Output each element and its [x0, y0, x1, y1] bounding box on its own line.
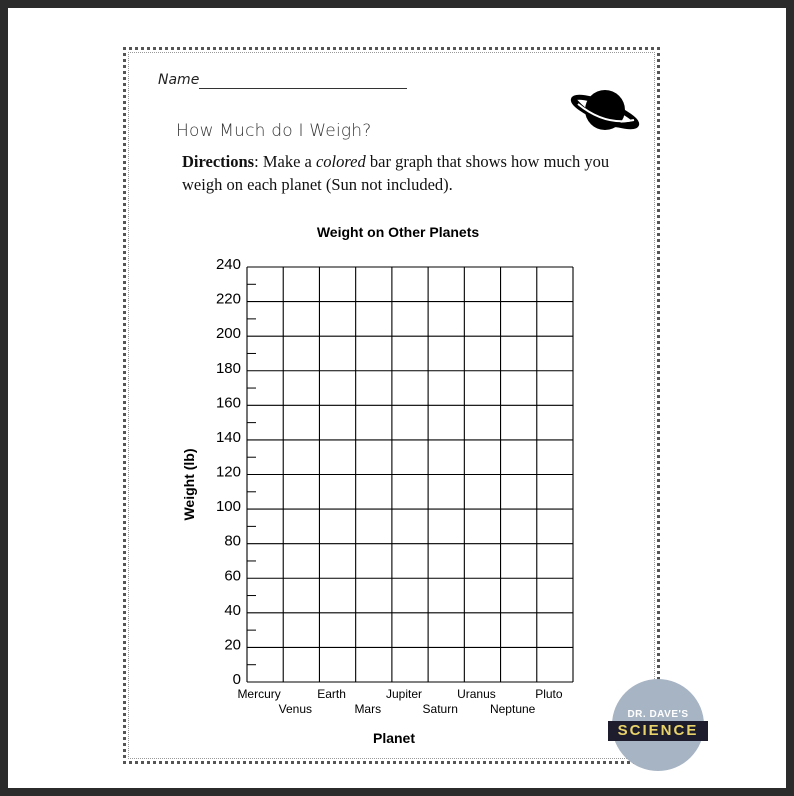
- y-tick-label: 160: [215, 394, 241, 412]
- directions-pre: : Make a: [254, 152, 316, 171]
- x-tick-label: Uranus: [457, 687, 496, 701]
- saturn-icon: [568, 82, 642, 138]
- directions-post: bar graph that shows how much you weigh on each planet (Sun not included).: [182, 152, 610, 194]
- y-axis-label: Weight (lb): [181, 448, 197, 521]
- directions: [182, 150, 652, 196]
- x-tick-label: Earth: [317, 687, 346, 701]
- x-tick-label: Neptune: [489, 702, 536, 716]
- worksheet-title: How Much do I Weigh?: [176, 121, 372, 141]
- directions-label: Directions: [182, 152, 255, 171]
- y-tick-label: 120: [215, 463, 241, 481]
- y-tick-label: 220: [215, 290, 241, 308]
- y-tick-label: 100: [215, 498, 241, 516]
- y-tick-label: 240: [215, 256, 241, 273]
- x-tick-label: Saturn: [422, 702, 458, 716]
- chart-title: Weight on Other Planets: [316, 224, 480, 240]
- y-tick-label: 200: [215, 325, 241, 343]
- y-tick-label: 180: [215, 359, 241, 377]
- y-tick-label: 40: [224, 601, 241, 619]
- x-tick-label: Pluto: [535, 687, 563, 701]
- logo-main-text: SCIENCE: [608, 721, 708, 741]
- x-tick-label: Mercury: [237, 687, 281, 701]
- logo: [612, 679, 704, 771]
- x-tick-label: Mars: [354, 702, 382, 716]
- y-tick-label: 60: [224, 567, 241, 585]
- directions-emphasis: colored: [315, 152, 366, 171]
- bar-chart: [170, 220, 600, 760]
- y-tick-label: 140: [215, 428, 241, 446]
- x-tick-label: Venus: [278, 702, 313, 716]
- name-line: [199, 88, 407, 89]
- y-tick-label: 20: [224, 636, 241, 654]
- x-axis-label: Planet: [372, 730, 416, 746]
- y-tick-label: 80: [224, 532, 241, 550]
- y-tick-label: 0: [232, 671, 241, 688]
- x-tick-label: Jupiter: [385, 687, 423, 701]
- name-label: Name: [158, 72, 200, 88]
- logo-top-text: DR. DAVE'S: [627, 709, 689, 720]
